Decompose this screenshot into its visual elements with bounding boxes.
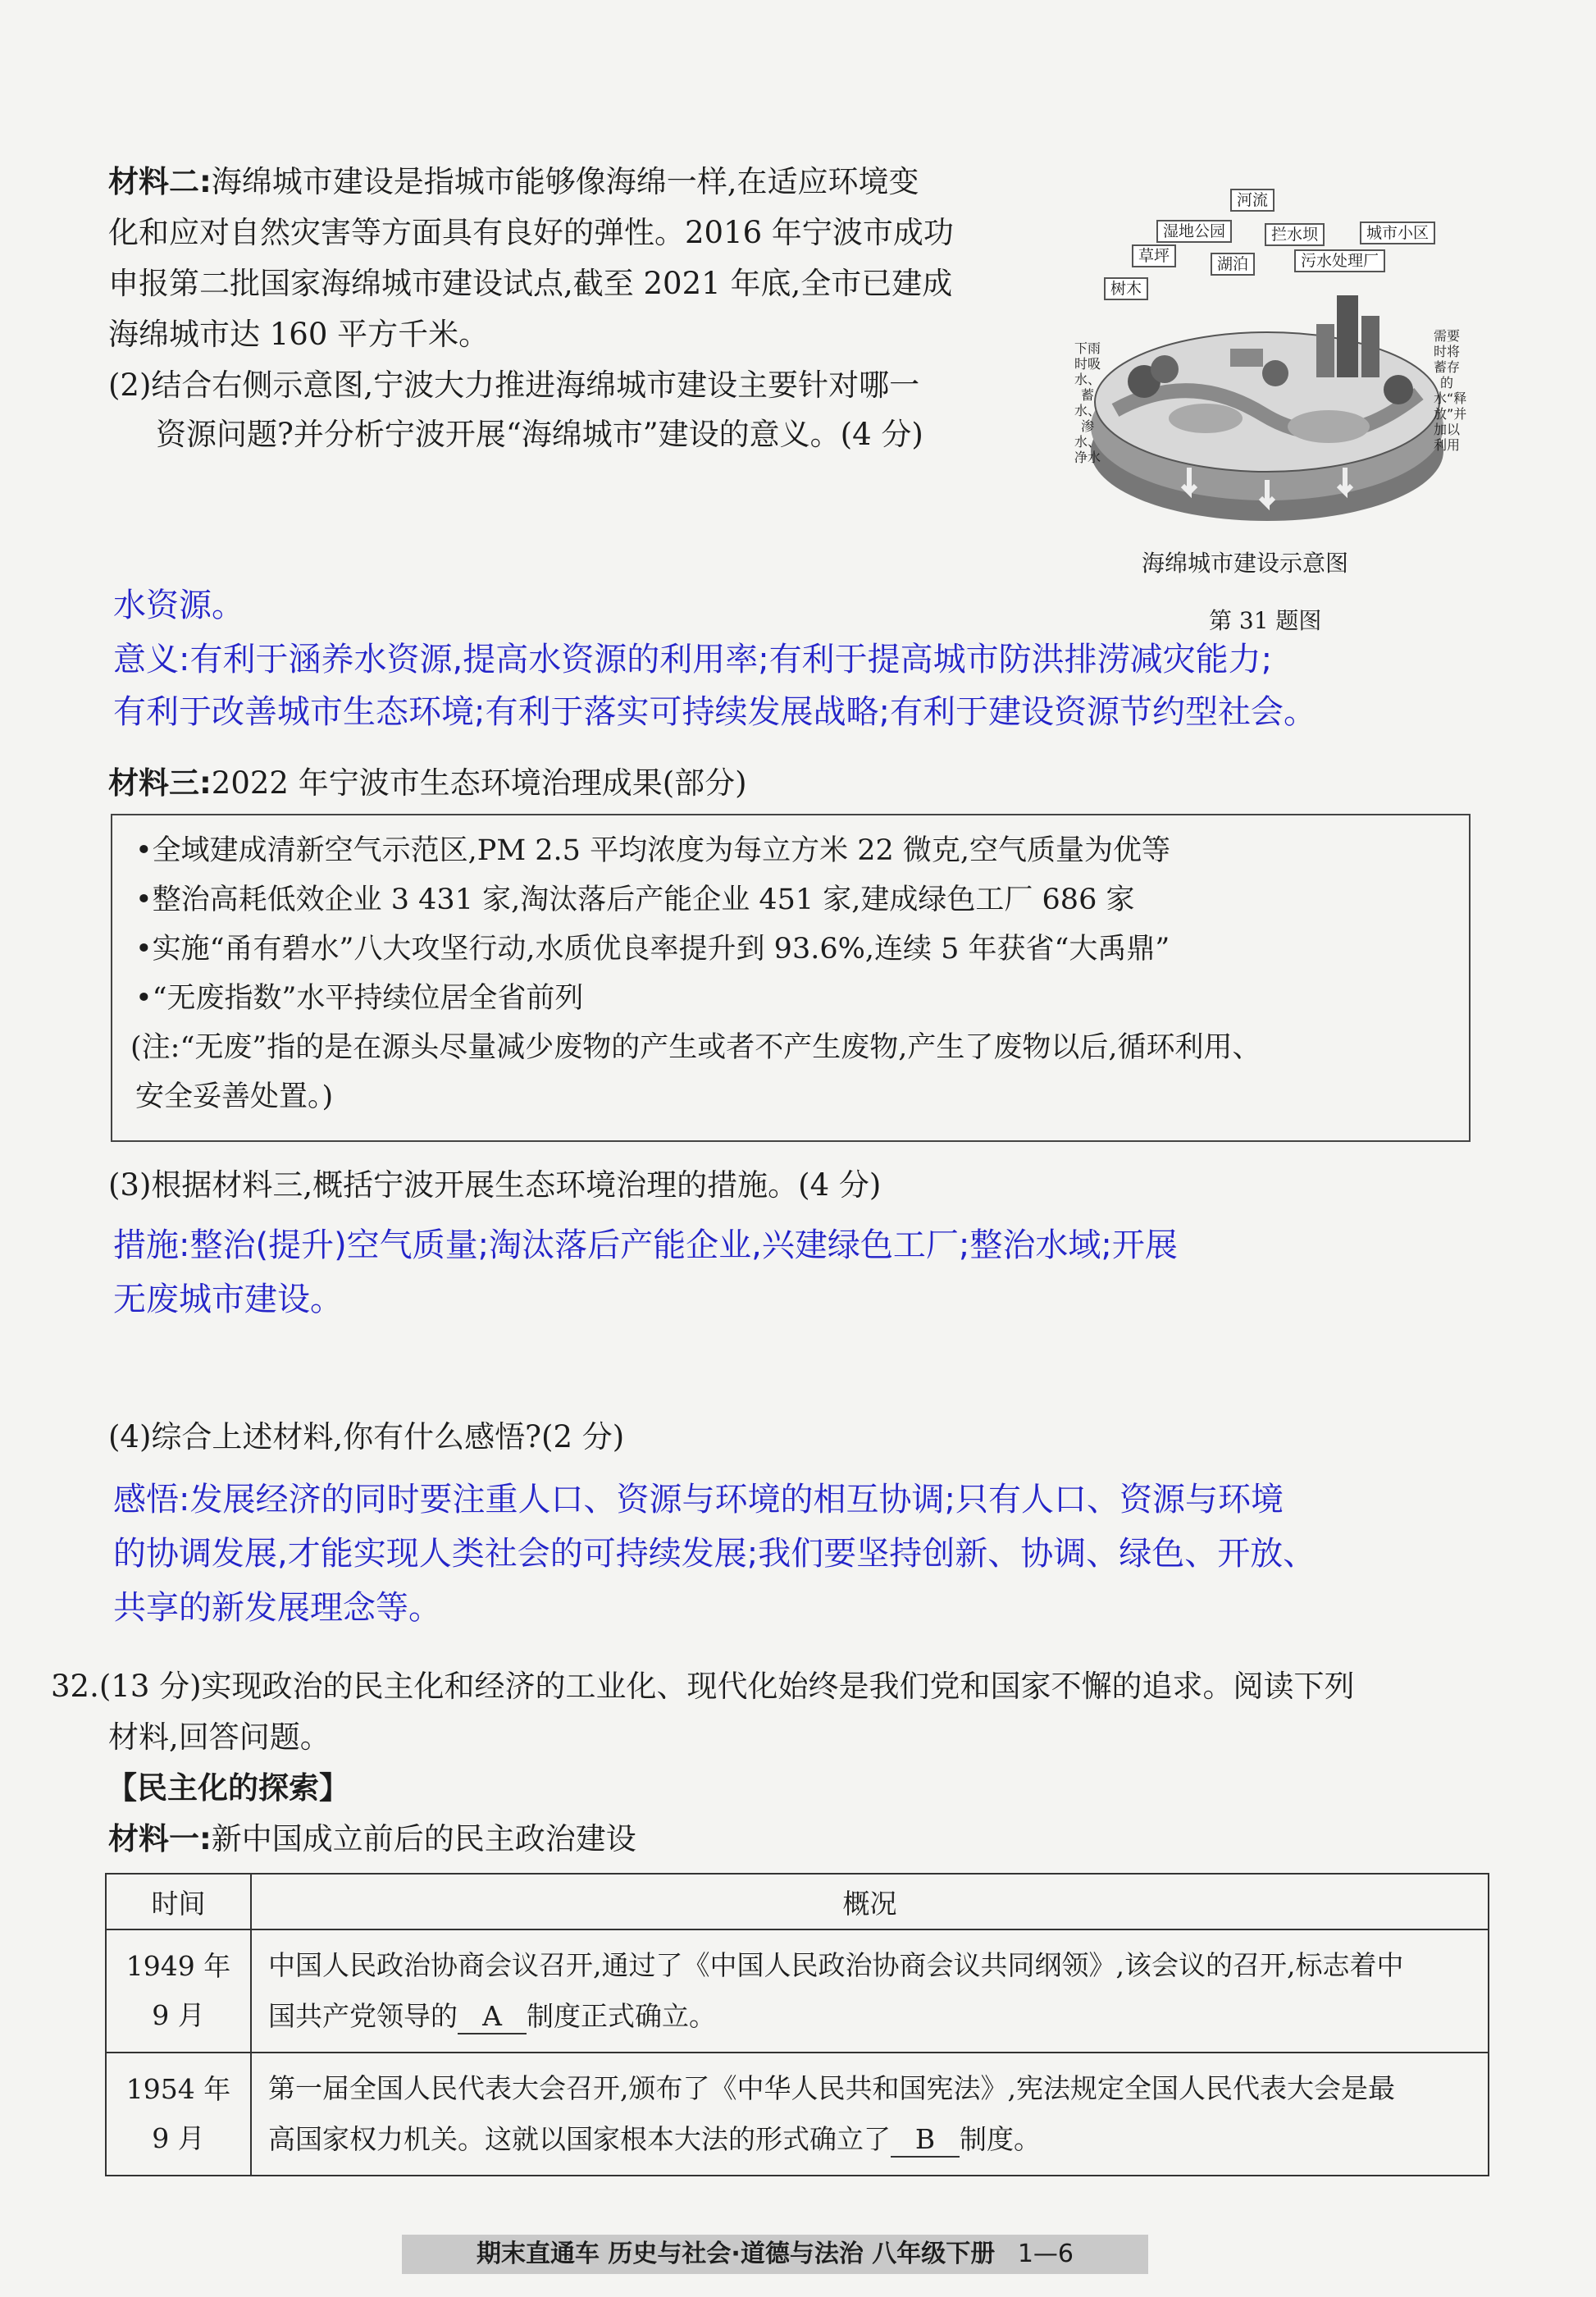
time-month: 9 月 [152,1999,205,2031]
material-three-heading [108,759,747,808]
material-two-label: 材料二: [108,164,212,199]
table-cell-overview [251,1929,1489,2053]
table-row [106,1929,1489,2053]
figure-caption: 海绵城市建设示意图 [1142,550,1349,577]
question-4: (4)综合上述材料,你有什么感悟?(2 分) [108,1419,625,1454]
answer-3-line-1: 措施:整治(提升)空气质量;淘汰落后产能企业,兴建绿色工厂;整治水域;开展 [113,1226,1178,1264]
figure-label-trees: 树木 [1104,277,1148,300]
table-header-row [106,1874,1489,1929]
material-one-heading [108,1815,636,1864]
question-2-line-2: 资源问题?并分析宁波开展“海绵城市”建设的意义。(4 分) [156,417,923,452]
figure-label-river: 河流 [1230,189,1275,212]
material-two-line-4: 海绵城市达 160 平方千米。 [108,317,490,352]
overview-text: 高国家权力机关。这就以国家根本大法的形式确立了 [268,2123,891,2155]
blank-a[interactable]: A [458,2000,527,2034]
overview-line-2 [268,2114,1471,2165]
figure-label-dam: 拦水坝 [1265,223,1325,246]
table-row [106,2053,1489,2176]
table-cell-overview [251,2053,1489,2176]
material-three-bullet-3: •实施“甬有碧水”八大攻坚行动,水质优良率提升到 93.6%,连续 5 年获省“大禹鼎” [135,933,1170,966]
material-three-bullet-4: •“无废指数”水平持续位居全省前列 [135,982,584,1015]
answer-4-line-2: 的协调发展,才能实现人类社会的可持续发展;我们要坚持创新、协调、绿色、开放、 [113,1535,1316,1573]
material-one-label: 材料一: [108,1821,212,1856]
question-32-line-2: 材料,回答问题。 [108,1719,331,1755]
question-32-line-1: 32.(13 分)实现政治的民主化和经济的工业化、现代化始终是我们党和国家不懈的追求。阅读下列 [51,1669,1355,1704]
answer-2-line-1: 水资源。 [113,587,244,624]
figure-label-lawn: 草坪 [1132,244,1176,267]
material-two-text: 海绵城市建设是指城市能够像海绵一样,在适应环境变 [211,164,919,199]
overview-line-1: 第一届全国人民代表大会召开,颁布了《中华人民共和国宪法》,宪法规定全国人民代表大会是最 [268,2072,1395,2104]
figure-left-note: 下雨时吸水、蓄水、渗水、净水 [1074,340,1101,465]
question-3: (3)根据材料三,概括宁波开展生态环境治理的措施。(4 分) [108,1167,882,1203]
figure-label-community: 城市小区 [1360,221,1435,244]
table-header-time: 时间 [106,1874,251,1929]
answer-2-line-2: 意义:有利于涵养水资源,提高水资源的利用率;有利于提高城市防洪排涝减灾能力; [113,641,1273,678]
answer-2-line-3: 有利于改善城市生态环境;有利于落实可持续发展战略;有利于建设资源节约型社会。 [113,693,1316,731]
overview-text: 国共产党领导的 [268,2000,458,2032]
answer-4-line-3: 共享的新发展理念等。 [113,1589,441,1627]
material-two-line-2: 化和应对自然灾害等方面具有良好的弹性。2016 年宁波市成功 [108,215,954,250]
question-2-line-1: (2)结合右侧示意图,宁波大力推进海绵城市建设主要针对哪一 [108,368,920,403]
material-three-note-2: 安全妥善处置。) [135,1080,334,1113]
material-two-line-1 [108,158,919,207]
material-three-bullet-2: •整治高耗低效企业 3 431 家,淘汰落后产能企业 451 家,建成绿色工厂 686 家 [135,884,1135,916]
overview-line-2 [268,1991,1471,2042]
footer-title: 期末直通车 历史与社会·道德与法治 八年级下册 [476,2240,996,2268]
material-three-title: 2022 年宁波市生态环境治理成果(部分) [211,765,747,801]
overview-text: 制度。 [960,2123,1041,2155]
answer-4-line-1: 感悟:发展经济的同时要注重人口、资源与环境的相互协调;只有人口、资源与环境 [113,1481,1284,1518]
figure-number: 第 31 题图 [1209,607,1322,634]
page-number: 1—6 [1017,2240,1074,2268]
overview-text: 制度正式确立。 [527,2000,716,2032]
page-footer [402,2235,1148,2274]
answer-3-line-2: 无废城市建设。 [113,1281,343,1318]
material-one-title: 新中国成立前后的民主政治建设 [211,1821,636,1856]
figure-label-wetland-park: 湿地公园 [1156,220,1232,243]
table-header-overview: 概况 [251,1874,1489,1929]
figure-right-note: 需要时将蓄存的水“释放”并加以利用 [1434,328,1467,453]
section-heading-democracy: 【民主化的探索】 [107,1770,349,1806]
democracy-history-table [105,1873,1489,2176]
figure-label-lake: 湖泊 [1211,253,1255,276]
material-three-bullet-1: •全域建成清新空气示范区,PM 2.5 平均浓度为每立方米 22 微克,空气质量为优等 [135,834,1170,867]
table-cell-time [106,2053,251,2176]
material-three-box [111,814,1471,1142]
sponge-city-diagram [1066,180,1467,577]
overview-line-1: 中国人民政治协商会议召开,通过了《中国人民政治协商会议共同纲领》,该会议的召开,标志着中 [268,1949,1404,1981]
material-three-note-1: (注:“无废”指的是在源头尽量减少废物的产生或者不产生废物,产生了废物以后,循环利用、 [130,1031,1261,1064]
time-year: 1954 年 [125,2073,231,2105]
material-two-line-3: 申报第二批国家海绵城市建设试点,截至 2021 年底,全市已建成 [108,266,953,301]
material-three-label: 材料三: [108,765,212,801]
time-month: 9 月 [152,2122,205,2154]
figure-label-sewage-plant: 污水处理厂 [1294,249,1385,272]
blank-b[interactable]: B [891,2123,960,2158]
time-year: 1949 年 [125,1950,231,1982]
table-cell-time [106,1929,251,2053]
